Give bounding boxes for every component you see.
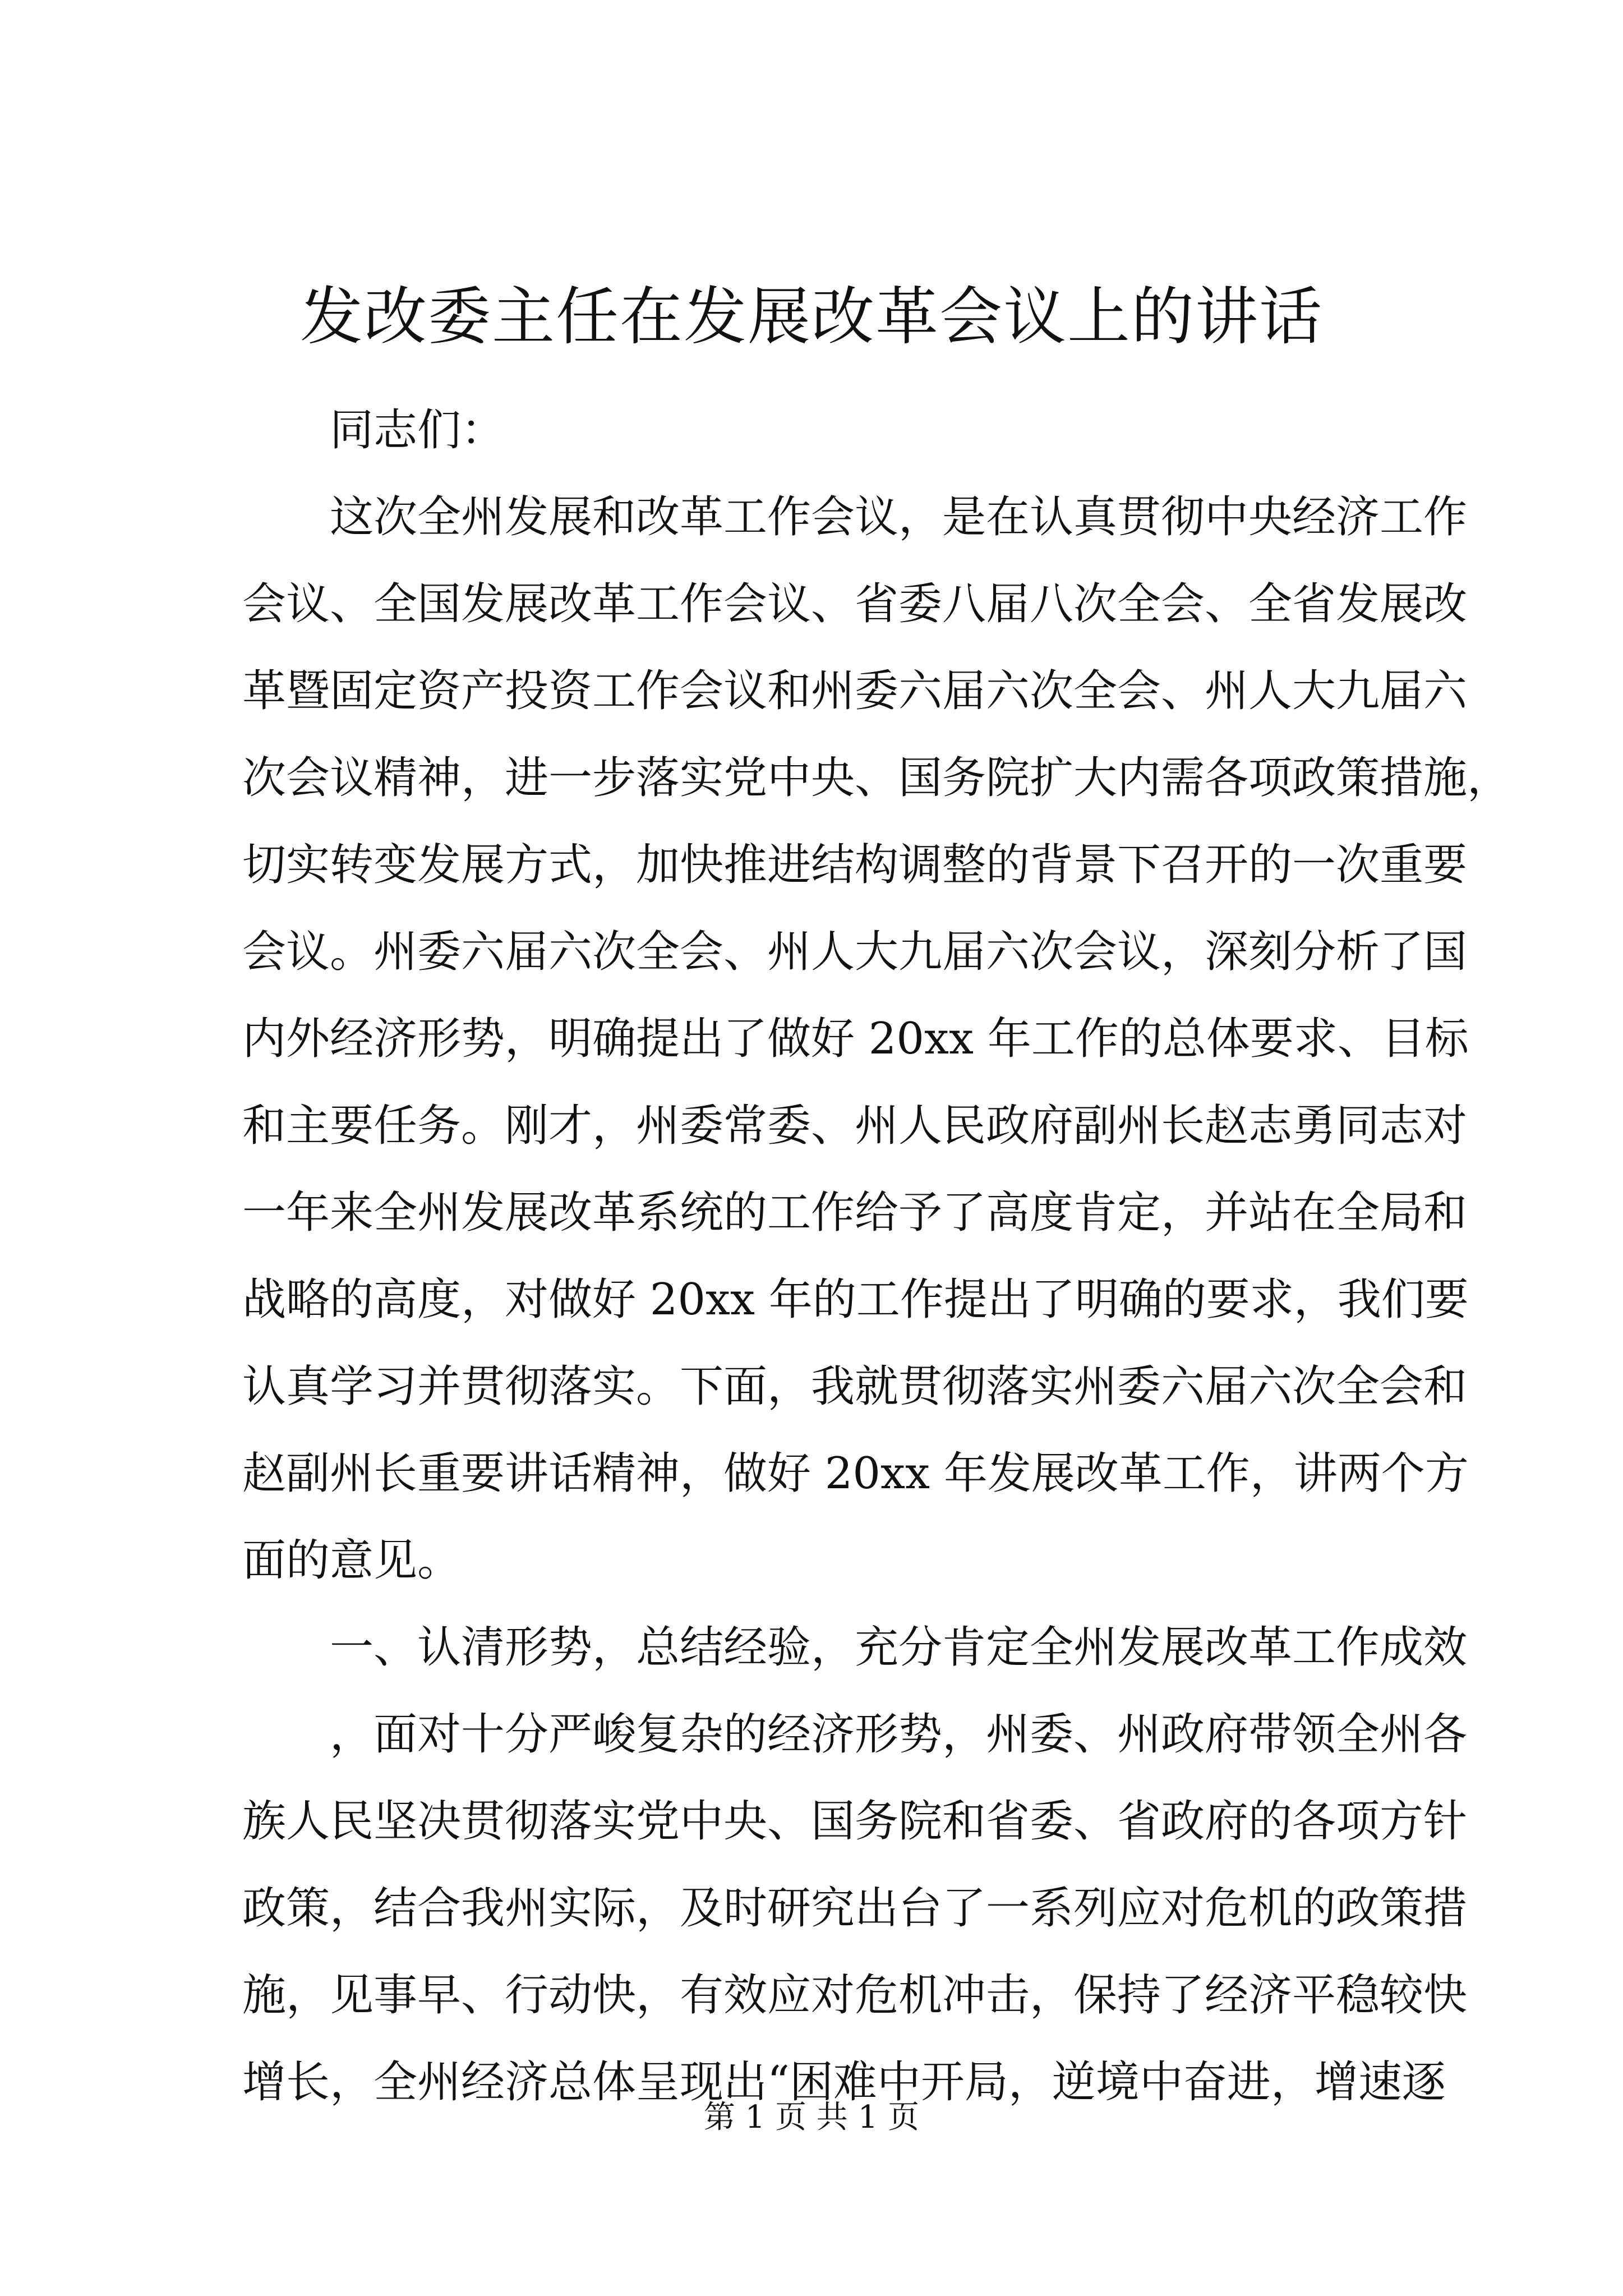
paragraph-line: 族人民坚决贯彻落实党中央、国务院和省委、省政府的各项方针 bbox=[242, 1796, 1468, 1847]
salutation-line: 同志们： bbox=[330, 405, 505, 455]
document-body bbox=[242, 387, 1511, 2126]
paragraph-line: 战略的高度，对做好 20xx 年的工作提出了明确的要求，我们要 bbox=[242, 1274, 1469, 1325]
paragraph-line: 会议。州委六届六次全会、州人大九届六次会议，深刻分析了国 bbox=[242, 927, 1468, 977]
document-title: 发改委主任在发展改革会议上的讲话 bbox=[300, 280, 1323, 353]
paragraph-line: 施，见事早、行动快，有效应对危机冲击，保持了经济平稳较快 bbox=[242, 1970, 1468, 2021]
page-footer: 第 1 页 共 1 页 bbox=[703, 2099, 920, 2136]
paragraph-line: 这次全州发展和改革工作会议，是在认真贯彻中央经济工作 bbox=[330, 492, 1468, 542]
paragraph-line: 增长，全州经济总体呈现出“困难中开局，逆境中奋进，增速逐 bbox=[242, 2057, 1446, 2108]
section-heading-line: 一、认清形势，总结经验，充分肯定全州发展改革工作成效 bbox=[330, 1622, 1468, 1673]
paragraph-line: 会议、全国发展改革工作会议、省委八届八次全会、全省发展改 bbox=[242, 579, 1468, 629]
paragraph-line: 赵副州长重要讲话精神，做好 20xx 年发展改革工作，讲两个方 bbox=[242, 1448, 1469, 1499]
paragraph-line: 切实转变发展方式，加快推进结构调整的背景下召开的一次重要 bbox=[242, 840, 1468, 890]
paragraph-line: ，面对十分严峻复杂的经济形势，州委、州政府带领全州各 bbox=[330, 1709, 1468, 1760]
paragraph-line: 政策，结合我州实际，及时研究出台了一系列应对危机的政策措 bbox=[242, 1883, 1468, 1934]
paragraph-line: 面的意见。 bbox=[242, 1535, 462, 1586]
paragraph-line: 一年来全州发展改革系统的工作给予了高度肯定，并站在全局和 bbox=[242, 1188, 1468, 1238]
paragraph-line: 和主要任务。刚才，州委常委、州人民政府副州长赵志勇同志对 bbox=[242, 1101, 1468, 1151]
paragraph-line: 认真学习并贯彻落实。下面，我就贯彻落实州委六届六次全会和 bbox=[242, 1361, 1468, 1412]
paragraph-line: 内外经济形势，明确提出了做好 20xx 年工作的总体要求、目标 bbox=[242, 1014, 1469, 1064]
paragraph-line: 革暨固定资产投资工作会议和州委六届六次全会、州人大九届六 bbox=[242, 666, 1468, 716]
paragraph-line: 次会议精神，进一步落实党中央、国务院扩大内需各项政策措施， bbox=[242, 753, 1511, 803]
